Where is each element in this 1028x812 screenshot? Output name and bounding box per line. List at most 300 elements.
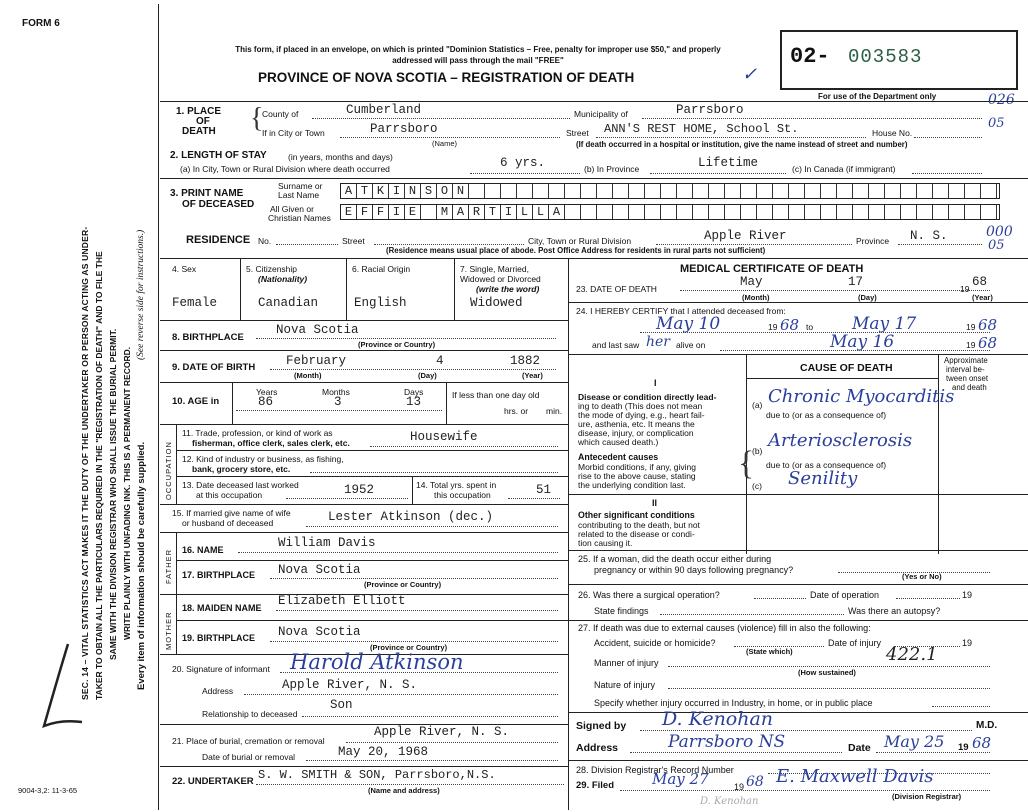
- operation-date-label: Date of operation: [810, 590, 880, 600]
- letter-cell: A: [453, 205, 469, 219]
- letter-cell: [789, 184, 805, 198]
- letter-cell: F: [357, 205, 373, 219]
- dob-year-caption: (Year): [522, 371, 543, 380]
- letter-cell: [629, 205, 645, 219]
- to-year-prefix: 19: [966, 322, 976, 332]
- letter-cell: N: [453, 184, 469, 198]
- side-text-1: SEC. 14 – VITAL STATISTICS ACT MAKES IT THE DUTY OF THE UNDERTAKER OR PERSON ACTING AS UNDER-: [80, 226, 90, 700]
- given-boxes: [340, 204, 1000, 220]
- house-line: [914, 137, 982, 138]
- letter-cell: [693, 184, 709, 198]
- father-name: William Davis: [278, 536, 376, 550]
- letter-cell: [533, 184, 549, 198]
- sex-value: Female: [172, 296, 218, 310]
- stay-c-line: [912, 173, 982, 174]
- mother-name-label: 18. MAIDEN NAME: [182, 603, 262, 613]
- informant-signature: Harold Atkinson: [290, 650, 464, 674]
- letter-cell: [741, 205, 757, 219]
- mother-birthplace-label: 19. BIRTHPLACE: [182, 633, 256, 643]
- occupation-side-label: OCCUPATION: [164, 441, 173, 500]
- cause-b-label: (b): [752, 446, 763, 456]
- county-label: County of: [262, 109, 299, 119]
- residence-label: RESIDENCE: [186, 234, 251, 246]
- age-hrs-label: hrs. or: [504, 406, 529, 416]
- given-label-2: Christian Names: [268, 213, 331, 223]
- birthplace-value: Nova Scotia: [276, 323, 359, 337]
- letter-cell: [917, 184, 933, 198]
- disease-label-2: ing to death (This does not mean: [578, 401, 703, 411]
- letter-cell: [421, 205, 437, 219]
- letter-cell: [805, 205, 821, 219]
- cause-a: Chronic Myocarditis: [768, 386, 955, 407]
- handwritten-mark: [30, 640, 90, 740]
- q27-label: 27. If death was due to external causes (violence) fill in also the following:: [578, 623, 871, 633]
- signed-year: 68: [972, 734, 992, 752]
- letter-cell: [837, 205, 853, 219]
- yes-no-caption: (Yes or No): [902, 572, 942, 581]
- stay-a-line: [470, 173, 580, 174]
- total-label-2: this occupation: [434, 490, 491, 500]
- letter-cell: A: [341, 184, 357, 198]
- letter-cell: N: [405, 184, 421, 198]
- stay-b-value: Lifetime: [698, 156, 759, 170]
- disease-label-1: Disease or condition directly lead-: [578, 392, 717, 402]
- letter-cell: [869, 205, 885, 219]
- last-worked-label-1: 13. Date deceased last worked: [182, 480, 299, 490]
- dod-day: 17: [848, 275, 864, 289]
- interval-3: tween onset: [946, 374, 989, 383]
- rule-name-top: [160, 178, 1028, 179]
- industry-label-1: 12. Kind of industry or business, as fishing,: [182, 454, 344, 464]
- letter-cell: [965, 205, 981, 219]
- last-saw-label: and last saw: [592, 340, 640, 350]
- interval-4: and death: [952, 383, 987, 392]
- dept-code-3: 000: [986, 224, 1013, 240]
- signed-date: May 25: [884, 732, 945, 751]
- letter-cell: [773, 184, 789, 198]
- from-year-prefix: 19: [768, 322, 778, 332]
- cause-c: Senility: [788, 468, 858, 489]
- municipality-label: Municipality of: [574, 109, 628, 119]
- marital-value: Widowed: [470, 296, 523, 310]
- manner-label: Manner of injury: [594, 658, 659, 668]
- state-findings-label: State findings: [594, 606, 649, 616]
- state-which-caption: (State which): [746, 647, 793, 656]
- letter-cell: [597, 184, 613, 198]
- letter-cell: [949, 205, 965, 219]
- mother-birthplace: Nova Scotia: [278, 625, 361, 639]
- center-divider: [568, 258, 569, 810]
- mother-side-label: MOTHER: [164, 611, 173, 650]
- disease-label-6: which caused death.): [578, 437, 659, 447]
- cause-c-label: (c): [752, 481, 762, 491]
- letter-cell: [597, 205, 613, 219]
- age-months-label: Months: [322, 387, 350, 397]
- side-text-5: Every item of information should be carefully supplied.: [136, 441, 147, 690]
- disease-label-4: ure, asthenia, etc. It means the: [578, 419, 695, 429]
- q25-label-1: 25. If a woman, did the death occur either during: [578, 554, 772, 564]
- letter-cell: [613, 184, 629, 198]
- letter-cell: [565, 205, 581, 219]
- marital-label-1: 7. Single, Married,: [460, 264, 529, 274]
- surname-label-1: Surname or: [278, 181, 323, 191]
- undertaker-value: S. W. SMITH & SON, Parrsboro,N.S.: [258, 768, 496, 782]
- name-label-2: OF DECEASED: [182, 199, 255, 210]
- county-line: [312, 118, 570, 119]
- house-label: House No.: [872, 128, 913, 138]
- letter-cell: [901, 184, 917, 198]
- letter-cell: [933, 205, 949, 219]
- letter-cell: [789, 205, 805, 219]
- industry-label-2: bank, grocery store, etc.: [192, 464, 291, 474]
- letter-cell: [549, 184, 565, 198]
- letter-cell: [725, 205, 741, 219]
- letter-cell: [981, 184, 997, 198]
- registration-number: 003583: [848, 46, 923, 68]
- disease-label-5: disease, injury, or complication: [578, 428, 694, 438]
- letter-cell: I: [389, 184, 405, 198]
- city-line: [340, 137, 560, 138]
- section-1-label: I: [654, 378, 657, 388]
- father-name-label: 16. NAME: [182, 545, 224, 555]
- letter-cell: T: [485, 205, 501, 219]
- letter-cell: [517, 184, 533, 198]
- stay-label: 2. LENGTH OF STAY: [170, 150, 267, 161]
- letter-cell: [885, 184, 901, 198]
- letter-cell: [837, 184, 853, 198]
- operation-year-prefix: 19: [962, 590, 973, 600]
- letter-cell: [645, 205, 661, 219]
- street-line: [596, 137, 866, 138]
- residence-street-line: [374, 244, 524, 245]
- letter-cell: [949, 184, 965, 198]
- letter-cell: F: [373, 205, 389, 219]
- filed-date: May 27: [652, 770, 709, 788]
- due-to-label-2: due to (or as a consequence of): [766, 460, 887, 470]
- letter-cell: [981, 205, 997, 219]
- cause-b: Arteriosclerosis: [768, 430, 913, 451]
- age-years-label: Years: [256, 387, 278, 397]
- physician-address-label: Address: [576, 742, 619, 754]
- spouse-label-2: or husband of deceased: [182, 518, 274, 528]
- informant-signature-label: 20. Signature of informant: [172, 664, 270, 674]
- given-letters: [341, 205, 997, 219]
- section-2-label: II: [652, 498, 658, 508]
- physician-signature: D. Kenohan: [662, 708, 774, 730]
- letter-cell: E: [341, 205, 357, 219]
- registration-prefix: 02-: [790, 44, 830, 69]
- racial-value: English: [354, 296, 407, 310]
- stay-sub: (in years, months and days): [288, 152, 393, 162]
- cause-title: CAUSE OF DEATH: [800, 362, 893, 374]
- check-mark: ✓: [742, 64, 758, 85]
- letter-cell: [613, 205, 629, 219]
- letter-cell: R: [469, 205, 485, 219]
- residence-city-line: [656, 244, 852, 245]
- mother-name: Elizabeth Elliott: [278, 594, 406, 608]
- dob-month-caption: (Month): [294, 371, 322, 380]
- letter-cell: K: [373, 184, 389, 198]
- stay-a-label: (a) In City, Town or Rural Division where death occurred: [180, 164, 390, 174]
- letter-cell: [757, 205, 773, 219]
- letter-cell: M: [437, 205, 453, 219]
- alive-year: 68: [978, 334, 998, 352]
- burial-place-label: 21. Place of burial, cremation or removal: [172, 736, 325, 746]
- dept-code-4: 05: [988, 238, 1005, 253]
- residence-street-label: Street: [342, 236, 365, 246]
- citizenship-value: Canadian: [258, 296, 319, 310]
- surname-boxes: [340, 183, 1000, 199]
- q26-label: 26. Was there a surgical operation?: [578, 590, 720, 600]
- how-sustained-caption: (How sustained): [798, 668, 856, 677]
- dod-day-caption: (Day): [858, 293, 877, 302]
- q25-label-2: pregnancy or within 90 days following pregnancy?: [594, 565, 794, 575]
- letter-cell: [501, 184, 517, 198]
- citizenship-label: 5. Citizenship: [246, 264, 298, 274]
- cause-a-label: (a): [752, 400, 763, 410]
- age-months: 3: [334, 395, 342, 409]
- registrar-signature: E. Maxwell Davis: [776, 766, 934, 787]
- side-text-4: WRITE PLAINLY WITH UNFADING INK. THIS IS A PERMANENT RECORD.: [122, 346, 132, 640]
- nature-label: Nature of injury: [594, 680, 656, 690]
- burial-date-label: Date of burial or removal: [202, 752, 296, 762]
- place-label: 1. PLACE: [176, 106, 222, 117]
- side-text-3: SAME WITH THE DIVISION REGISTRAR WHO SHALL ISSUE THE BURIAL PERMIT.: [108, 328, 118, 660]
- letter-cell: [565, 184, 581, 198]
- interval-2: interval be-: [946, 365, 985, 374]
- letter-cell: I: [389, 205, 405, 219]
- place-death-label: DEATH: [182, 126, 216, 137]
- county-value: Cumberland: [346, 103, 422, 117]
- municipality-line: [642, 118, 982, 119]
- left-margin-rule: [158, 4, 159, 810]
- burial-date: May 20, 1968: [338, 745, 429, 759]
- letter-cell: [741, 184, 757, 198]
- other-label-2: contributing to the death, but not: [578, 520, 700, 530]
- form-number: FORM 6: [22, 18, 60, 29]
- disease-label-3: the mode of dying, e.g., heart fail-: [578, 410, 705, 420]
- birthplace-caption: (Province or Country): [358, 340, 436, 349]
- surname-label-2: Last Name: [278, 190, 320, 200]
- accident-label: Accident, suicide or homicide?: [594, 638, 716, 648]
- alive-on: May 16: [830, 332, 895, 352]
- to-label: to: [806, 322, 814, 332]
- md-label: M.D.: [976, 720, 998, 731]
- letter-cell: I: [501, 205, 517, 219]
- dod-month: May: [740, 275, 763, 289]
- trade-label-2: fisherman, office clerk, sales clerk, etc.: [192, 438, 350, 448]
- surname-letters: [341, 184, 997, 198]
- relationship-value: Son: [330, 698, 353, 712]
- city-label: If in City or Town: [262, 128, 325, 138]
- antecedent-label-1: Antecedent causes: [578, 452, 659, 462]
- faint-stamp: D. Kenohan: [700, 796, 759, 807]
- other-label-1: Other significant conditions: [578, 510, 695, 520]
- letter-cell: [821, 184, 837, 198]
- letter-cell: [901, 205, 917, 219]
- due-to-label-1: due to (or as a consequence of): [766, 410, 887, 420]
- letter-cell: [677, 184, 693, 198]
- street-value: ANN'S REST HOME, School St.: [604, 122, 799, 136]
- to-year: 68: [978, 316, 998, 334]
- other-label-3: related to the disease or condi-: [578, 529, 695, 539]
- letter-cell: [645, 184, 661, 198]
- rule-top: [160, 101, 1028, 102]
- specify-label: Specify whether injury occurred in Industry, in home, or in public place: [594, 698, 873, 708]
- filed-year-prefix: 19: [734, 782, 745, 792]
- dob-month: February: [286, 354, 347, 368]
- place-brace: {: [250, 103, 264, 134]
- form-title: PROVINCE OF NOVA SCOTIA – REGISTRATION OF DEATH: [258, 70, 635, 85]
- letter-cell: [677, 205, 693, 219]
- letter-cell: O: [437, 184, 453, 198]
- attended-to: May 17: [852, 314, 917, 334]
- stay-c-label: (c) In Canada (if immigrant): [792, 164, 896, 174]
- undertaker-label: 22. UNDERTAKER: [172, 776, 254, 787]
- autopsy-label: Was there an autopsy?: [848, 606, 941, 616]
- letter-cell: [853, 184, 869, 198]
- dob-label: 9. DATE OF BIRTH: [172, 362, 256, 373]
- signed-year-prefix: 19: [958, 742, 969, 753]
- letter-cell: [581, 205, 597, 219]
- residence-no-label: No.: [258, 236, 272, 246]
- marital-label-2: Widowed or Divorced: [460, 274, 541, 284]
- letter-cell: [661, 205, 677, 219]
- q28-label: 28. Division Registrar's Record Number: [576, 765, 734, 775]
- registration-number-box: [780, 30, 1018, 90]
- residence-province-label: Province: [856, 236, 890, 246]
- antecedent-brace: {: [738, 445, 755, 482]
- letter-cell: [821, 205, 837, 219]
- letter-cell: L: [517, 205, 533, 219]
- letter-cell: [933, 184, 949, 198]
- letter-cell: [709, 184, 725, 198]
- letter-cell: [853, 205, 869, 219]
- signed-date-label: Date: [848, 742, 871, 754]
- letter-cell: S: [421, 184, 437, 198]
- residence-note: (Residence means usual place of abode. Post Office Address for residents in rural parts not sufficient): [386, 246, 766, 255]
- age-days-label: Days: [404, 387, 424, 397]
- age-min-label: min.: [546, 406, 563, 416]
- residence-province-value: N. S.: [910, 229, 948, 243]
- last-saw-pronoun: her: [646, 334, 670, 350]
- racial-label: 6. Racial Origin: [352, 264, 411, 274]
- city-name-caption: (Name): [432, 139, 458, 148]
- residence-province-line: [898, 244, 982, 245]
- residence-no-line: [276, 244, 338, 245]
- certify-label: 24. I HEREBY CERTIFY that I attended deceased from:: [576, 306, 786, 316]
- age-less-label: If less than one day old: [452, 390, 540, 400]
- letter-cell: [885, 205, 901, 219]
- city-value: Parrsboro: [370, 122, 438, 136]
- mailing-notice: This form, if placed in an envelope, on which is printed "Dominion Statistics – Free, penalty for improper use $50," and properly addressed will pass through the mail "FREE": [235, 45, 721, 65]
- letter-cell: [965, 184, 981, 198]
- letter-cell: [773, 205, 789, 219]
- residence-city-label: City, Town or Rural Division: [528, 236, 632, 246]
- antecedent-label-3: rise to the above cause, stating: [578, 471, 696, 481]
- dept-code-2: 05: [988, 116, 1005, 131]
- side-text-2: TAKER TO OBTAIN ALL THE PARTICULARS REQUIRED IN THE "REGISTRATION OF DEATH" AND TO FILE THE: [94, 251, 104, 700]
- age-years: 86: [258, 395, 274, 409]
- from-year: 68: [780, 316, 800, 334]
- father-bp-caption: (Province or Country): [364, 580, 442, 589]
- side-text-6: (See reverse side for instructions.): [136, 229, 146, 360]
- other-label-4: tion causing it.: [578, 538, 633, 548]
- name-label-1: 3. PRINT NAME: [170, 188, 244, 199]
- q29-label: 29. Filed: [576, 780, 615, 791]
- last-worked-value: 1952: [344, 483, 375, 497]
- marital-label-3: (write the word): [476, 284, 540, 294]
- stay-b-line: [650, 173, 786, 174]
- letter-cell: L: [533, 205, 549, 219]
- dod-year: 68: [972, 275, 988, 289]
- undertaker-caption: (Name and address): [368, 786, 440, 795]
- father-birthplace: Nova Scotia: [278, 563, 361, 577]
- letter-cell: [869, 184, 885, 198]
- footer-code: 9004-3,2: 11-3-65: [18, 786, 78, 795]
- citizenship-sub: (Nationality): [258, 274, 308, 284]
- antecedent-label-4: the underlying condition last.: [578, 480, 686, 490]
- letter-cell: [629, 184, 645, 198]
- dept-code-1: 026: [988, 92, 1015, 108]
- letter-cell: A: [549, 205, 565, 219]
- signed-by-label: Signed by: [576, 720, 627, 732]
- birthplace-label: 8. BIRTHPLACE: [172, 332, 244, 343]
- alive-year-prefix: 19: [966, 340, 976, 350]
- rule-personal-top: [160, 258, 1028, 259]
- dod-month-caption: (Month): [742, 293, 770, 302]
- place-of-label: OF: [196, 116, 210, 127]
- father-side-label: FATHER: [164, 548, 173, 584]
- letter-cell: [709, 205, 725, 219]
- physician-address: Parrsboro NS: [668, 732, 786, 752]
- dob-day: 4: [436, 354, 444, 368]
- mother-bp-caption: (Province or Country): [370, 643, 448, 652]
- municipality-value: Parrsboro: [676, 103, 744, 117]
- letter-cell: [757, 184, 773, 198]
- stay-b-label: (b) In Province: [584, 164, 640, 174]
- stay-a-value: 6 yrs.: [500, 156, 546, 170]
- father-birthplace-label: 17. BIRTHPLACE: [182, 570, 256, 580]
- letter-cell: [581, 184, 597, 198]
- letter-cell: [485, 184, 501, 198]
- sex-label: 4. Sex: [172, 264, 197, 274]
- manner-code: 422.1: [886, 644, 938, 665]
- trade-label-1: 11. Trade, profession, or kind of work as: [182, 428, 333, 438]
- age-label: 10. AGE in: [172, 396, 220, 407]
- street-label: Street: [566, 128, 589, 138]
- burial-place: Apple River, N. S.: [374, 725, 510, 739]
- letter-cell: T: [357, 184, 373, 198]
- letter-cell: [469, 184, 485, 198]
- spouse-label-1: 15. If married give name of wife: [172, 508, 291, 518]
- given-label-1: All Given or: [270, 204, 314, 214]
- letter-cell: [805, 184, 821, 198]
- age-days: 13: [406, 395, 422, 409]
- letter-cell: [693, 205, 709, 219]
- informant-address-label: Address: [202, 686, 234, 696]
- informant-address: Apple River, N. S.: [282, 678, 418, 692]
- spouse-value: Lester Atkinson (dec.): [328, 510, 494, 524]
- antecedent-label-2: Morbid conditions, if any, giving: [578, 462, 696, 472]
- injury-year-prefix: 19: [962, 638, 973, 648]
- dod-year-caption: (Year): [972, 293, 993, 302]
- attended-from: May 10: [656, 314, 721, 334]
- last-worked-label-2: at this occupation: [196, 490, 263, 500]
- letter-cell: [725, 184, 741, 198]
- dept-use-label: For use of the Department only: [818, 92, 937, 101]
- total-value: 51: [536, 483, 552, 497]
